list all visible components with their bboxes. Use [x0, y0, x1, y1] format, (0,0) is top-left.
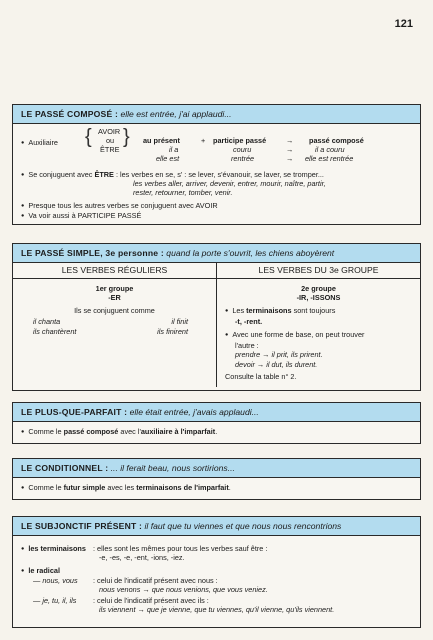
- passe-compose-box: [12, 104, 421, 225]
- je-tu-il-ils-example: ils viennent → que je vienne, que tu viennes, qu'il vienne, qu'ils viennent.: [99, 605, 335, 614]
- aux-etre: ÊTRE: [100, 145, 120, 154]
- group-1-rule: Ils se conjuguent comme: [74, 305, 155, 315]
- group-1-title: 1er groupe: [95, 284, 134, 293]
- arrow-icon: →: [286, 145, 294, 154]
- passe-compose-example: elle est entrée, j'ai applaudi...: [120, 109, 232, 119]
- arrow-icon: →: [286, 136, 294, 145]
- compose-label: passé composé: [309, 136, 364, 145]
- passe-simple-title: LE PASSÉ SIMPLE, 3e personne :: [21, 248, 164, 258]
- example-1-participle: couru: [233, 145, 252, 154]
- plus-que-parfait-example: elle était entrée, j'avais applaudi...: [129, 407, 259, 417]
- plus-que-parfait-rule: ● Comme le passé composé avec l'auxiliaire à l'imparfait.: [21, 427, 412, 438]
- left-brace: {: [85, 126, 92, 148]
- example-2-participle: rentrée: [231, 154, 255, 163]
- plus-que-parfait-title: LE PLUS-QUE-PARFAIT :: [21, 407, 128, 417]
- passe-simple-box: [12, 243, 421, 391]
- arrow-icon: →: [286, 154, 294, 163]
- regular-verbs-cell: [13, 279, 216, 387]
- example-1-aux: il a: [169, 145, 179, 154]
- subjonctif-header: [13, 517, 420, 536]
- aux-avoir: AVOIR: [98, 127, 121, 136]
- example-finit: il finit: [171, 317, 188, 327]
- conditionnel-example: ... il ferait beau, nous sortirions...: [110, 463, 235, 473]
- avoir-rule: ● Presque tous les autres verbes se conjuguent avec AVOIR: [21, 201, 218, 210]
- example-finirent: ils finirent: [157, 326, 188, 336]
- passe-simple-example: quand la porte s'ouvrit, les chiens aboyèrent: [166, 248, 335, 258]
- conditionnel-header: [13, 459, 420, 478]
- group-1-ending: -ER: [108, 293, 121, 303]
- example-devoir: devoir → il dut, ils durent.: [235, 359, 318, 369]
- je-tu-il-ils-label: — je, tu, il, ils: [33, 596, 77, 605]
- radical-label: ● le radical: [21, 566, 60, 575]
- plus-que-parfait-header: [13, 403, 420, 422]
- terminaisons-endings: -e, -es, -e, -ent, -ions, -iez.: [99, 553, 185, 562]
- aux-label: ● Auxiliaire: [21, 138, 58, 147]
- passe-simple-columns: [13, 279, 420, 387]
- subjonctif-box: [12, 516, 421, 628]
- regular-verbs-header: LES VERBES RÉGULIERS: [61, 265, 168, 275]
- group-2-ending: -IR, -ISSONS: [296, 293, 341, 303]
- example-2-result: elle est rentrée: [305, 154, 354, 163]
- terminaisons-text: : elles sont les mêmes pour tous les verbes sauf être :: [93, 544, 268, 553]
- base-form-rule-cont: l'autre :: [235, 341, 259, 351]
- third-group-cell: [216, 279, 420, 387]
- example-chanterent: ils chantèrent: [33, 326, 77, 336]
- etre-verbs-line3: rester, retourner, tomber, venir.: [133, 188, 233, 197]
- passe-compose-header: [13, 105, 420, 124]
- base-form-rule: ● Avec une forme de base, on peut trouver: [225, 330, 412, 341]
- nous-vous-rule: : celui de l'indicatif présent avec nous :: [93, 576, 218, 585]
- endings-rule: ● Les terminaisons sont toujours: [225, 306, 412, 317]
- example-2-aux: elle est: [156, 154, 180, 163]
- etre-verbs-line2: les verbes aller, arriver, devenir, entrer, mourir, naître, partir,: [133, 179, 326, 188]
- group-2-title: 2e groupe: [301, 284, 336, 293]
- example-prendre: prendre → il prit, ils prirent.: [235, 350, 323, 360]
- third-group-header: LES VERBES DU 3e GROUPE: [216, 263, 420, 278]
- etre-rule: ● Se conjuguent avec ÊTRE : les verbes en se, s' : se lever, s'évanouir, se laver, se tromper...: [21, 170, 324, 179]
- subjonctif-example: il faut que tu viennes et que nous nous rencontrions: [144, 521, 342, 531]
- je-tu-il-ils-rule: : celui de l'indicatif présent avec ils :: [93, 596, 209, 605]
- aux-ou: ou: [106, 136, 115, 145]
- conditionnel-rule: ● Comme le futur simple avec les terminaisons de l'imparfait.: [21, 483, 412, 494]
- endings-values: -t, -rent.: [235, 317, 263, 327]
- plus-que-parfait-box: [12, 402, 421, 444]
- passe-simple-column-headers: [13, 263, 420, 279]
- conditionnel-box: [12, 458, 421, 500]
- terminaisons-label: ● les terminaisons: [21, 544, 86, 553]
- participe-label: participe passé: [213, 136, 267, 145]
- conditionnel-title: LE CONDITIONNEL :: [21, 463, 109, 473]
- example-chanta: il chanta: [33, 317, 61, 327]
- subjonctif-title: LE SUBJONCTIF PRÉSENT :: [21, 521, 143, 531]
- nous-vous-example: nous venons → que nous venions, que vous veniez.: [99, 585, 268, 594]
- plus-sign: +: [201, 136, 206, 145]
- participe-passe-reference: ● Va voir aussi à PARTICIPE PASSÉ: [21, 211, 141, 220]
- example-1-result: il a couru: [315, 145, 345, 154]
- passe-compose-title: LE PASSÉ COMPOSÉ :: [21, 109, 119, 119]
- right-brace: }: [123, 126, 130, 148]
- passe-simple-header: [13, 244, 420, 263]
- nous-vous-label: — nous, vous: [33, 576, 78, 585]
- table-reference: Consulte la table n° 2.: [225, 372, 297, 382]
- page-number: 121: [394, 18, 413, 30]
- present-label: au présent: [143, 136, 180, 145]
